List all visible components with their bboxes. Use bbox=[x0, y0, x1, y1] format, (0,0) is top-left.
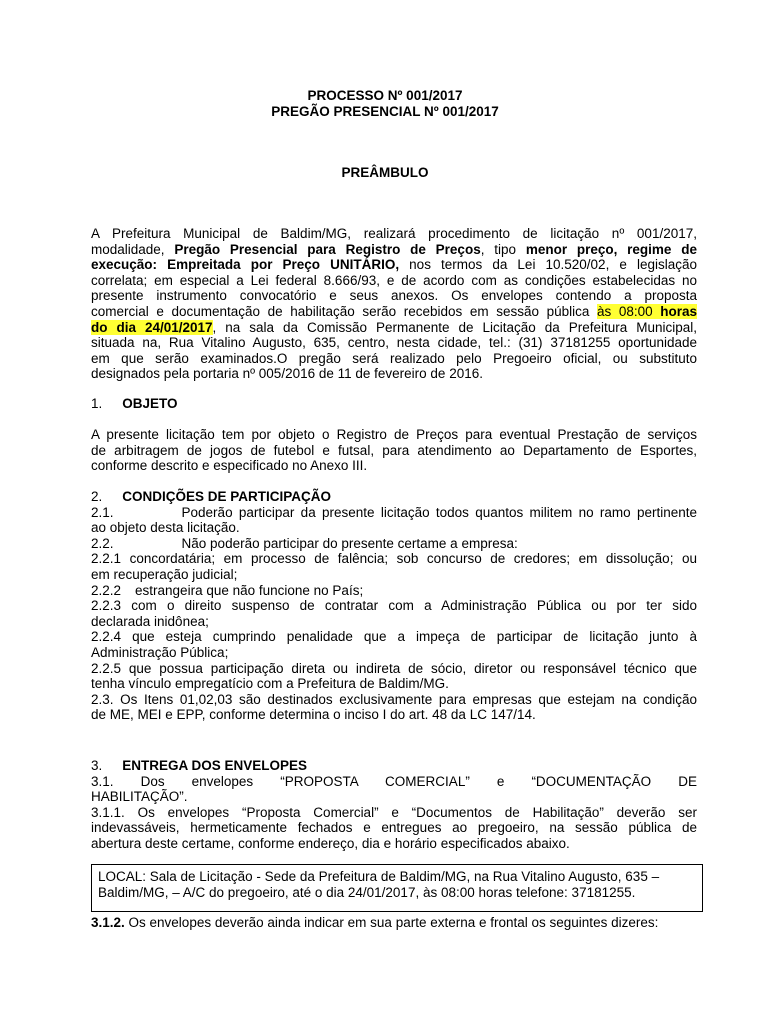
intro-bold-text: horas bbox=[660, 303, 697, 319]
section-heading-line bbox=[91, 396, 697, 412]
highlighted-date: do dia 24/01/2017 bbox=[91, 319, 213, 335]
body-line bbox=[91, 536, 697, 552]
section-3 bbox=[91, 758, 697, 852]
item-text: Não poderão participar do presente certame a empresa: bbox=[181, 535, 518, 551]
local-line: LOCAL: Sala de Licitação - Sede da Prefeitura de Baldim/MG, na Rua Vitalino Augusto, 635 – bbox=[98, 869, 660, 884]
section-title: ENTREGA DOS ENVELOPES bbox=[122, 758, 308, 773]
body-line: A presente licitação tem por objeto o Registro de Preços para eventual Prestação de serviços bbox=[91, 427, 697, 442]
intro-line bbox=[91, 242, 697, 258]
intro-line bbox=[91, 257, 697, 273]
body-line bbox=[91, 505, 697, 521]
item-number: 2.2. bbox=[91, 535, 114, 551]
intro-text: modalidade, bbox=[91, 241, 175, 257]
body-line: 2.2.4 que esteja cumprindo penalidade que a impeça de participar de licitação junto à bbox=[91, 629, 697, 645]
section-1-heading bbox=[91, 396, 697, 412]
body-line: 2.2.5 que possua participação direta ou indireta de sócio, diretor ou responsável técnico que bbox=[91, 660, 697, 676]
intro-line bbox=[91, 320, 697, 336]
local-line: Baldim/MG, – A/C do pregoeiro, até o dia 24/01/2017, às 08:00 horas telefone: 37181255. bbox=[98, 885, 636, 900]
body-line: Administração Pública; bbox=[91, 644, 229, 660]
highlighted-time bbox=[597, 304, 697, 319]
intro-line: situada na, Rua Vitalino Augusto, 635, centro, nesta cidade, tel.: (31) 37181255 oportunidade bbox=[91, 335, 697, 351]
intro-line: em que serão examinados.O pregão será realizado pelo Pregoeiro oficial, ou substituto bbox=[91, 350, 697, 366]
body-line: 2.2.3 com o direito suspenso de contratar com a Administração Pública ou por ter sido bbox=[91, 598, 697, 614]
section-heading-line bbox=[91, 489, 697, 505]
body-line bbox=[91, 915, 697, 931]
body-line bbox=[91, 583, 697, 599]
section-number: 2. bbox=[91, 489, 103, 504]
body-line: ao objeto desta licitação. bbox=[91, 520, 240, 536]
intro-text: , na sala da Comissão Permanente de Licitação da Prefeitura Municipal, bbox=[212, 319, 697, 335]
body-line: 2.3. Os Itens 01,02,03 são destinados exclusivamente para empresas que estejam na condição bbox=[91, 691, 697, 707]
intro-line bbox=[91, 304, 697, 320]
intro-paragraph bbox=[91, 226, 697, 382]
intro-text: às 08:00 bbox=[596, 303, 661, 319]
body-line: abertura deste certame, conforme endereço, dia e horário especificados abaixo. bbox=[91, 835, 570, 851]
process-number-heading: PROCESSO Nº 001/2017 bbox=[307, 88, 463, 103]
body-line: declarada inidônea; bbox=[91, 613, 209, 629]
section-title: OBJETO bbox=[122, 396, 178, 411]
local-box bbox=[91, 864, 703, 912]
section-heading-line bbox=[91, 758, 697, 774]
intro-text: , tipo bbox=[480, 241, 526, 257]
body-line: conforme descrito e especificado no Anexo III. bbox=[91, 458, 368, 474]
intro-text: nos termos da Lei 10.520/02, e legislação bbox=[399, 257, 698, 273]
section-title: CONDIÇÕES DE PARTICIPAÇÃO bbox=[122, 489, 332, 504]
body-line: 3.1. Dos envelopes “PROPOSTA COMERCIAL” e “DOCUMENTAÇÃO DE bbox=[91, 773, 697, 789]
item-text: estrangeira que não funcione no País; bbox=[135, 582, 364, 598]
body-line: indevassáveis, hermeticamente fechados e entregues ao pregoeiro, na sessão pública de bbox=[91, 820, 697, 836]
section-number: 1. bbox=[91, 396, 103, 411]
body-line: HABILITAÇÃO”. bbox=[91, 789, 188, 805]
preambulo-heading: PREÂMBULO bbox=[341, 165, 429, 180]
item-text: Os envelopes deverão ainda indicar em sua parte externa e frontal os seguintes dizeres: bbox=[124, 915, 659, 930]
body-line: 2.2.1 concordatária; em processo de falência; sob concurso de credores; em dissolução; ou bbox=[91, 551, 697, 567]
intro-line: designados pela portaria nº 005/2016 de 11 de fevereiro de 2016. bbox=[91, 366, 483, 382]
item-number: 3.1.2. bbox=[91, 915, 125, 930]
intro-bold-text: execução: Empreitada por Preço UNITÁRIO, bbox=[91, 257, 400, 273]
intro-line: A Prefeitura Municipal de Baldim/MG, realizará procedimento de licitação nº 001/2017, bbox=[91, 226, 697, 241]
body-line: tenha vínculo empregatício com a Prefeitura de Baldim/MG. bbox=[91, 676, 449, 692]
item-3-1-2 bbox=[91, 915, 697, 931]
body-line: de arbitragem de jogos de futebol e futsal, para atendimento ao Departamento de Esportes, bbox=[91, 442, 697, 458]
item-number: 2.1. bbox=[91, 504, 114, 520]
body-line: 3.1.1. Os envelopes “Proposta Comercial” e “Documentos de Habilitação” deverão ser bbox=[91, 804, 697, 820]
body-line: de ME, MEI e EPP, conforme determina o inciso I do art. 48 da LC 147/14. bbox=[91, 707, 536, 723]
item-number: 2.2.2 bbox=[91, 582, 122, 598]
intro-line: correlata; em especial a Lei federal 8.666/93, e de acordo com as condições estabelecidas no bbox=[91, 272, 697, 288]
intro-line: presente instrumento convocatório e seus anexos. Os envelopes contendo a proposta bbox=[91, 288, 697, 304]
section-2 bbox=[91, 489, 697, 723]
pregao-number-heading: PREGÃO PRESENCIAL Nº 001/2017 bbox=[271, 104, 499, 119]
intro-text: comercial e documentação de habilitação serão recebidos em sessão pública bbox=[91, 303, 597, 319]
intro-bold-text: Pregão Presencial para Registro de Preços bbox=[174, 241, 481, 257]
body-line: em recuperação judicial; bbox=[91, 566, 238, 582]
section-number: 3. bbox=[91, 758, 103, 773]
item-text: Poderão participar da presente licitação todos quantos militem no ramo pertinente bbox=[181, 504, 697, 520]
section-1-body bbox=[91, 427, 697, 474]
intro-bold-text: menor preço, regime de bbox=[525, 241, 697, 257]
